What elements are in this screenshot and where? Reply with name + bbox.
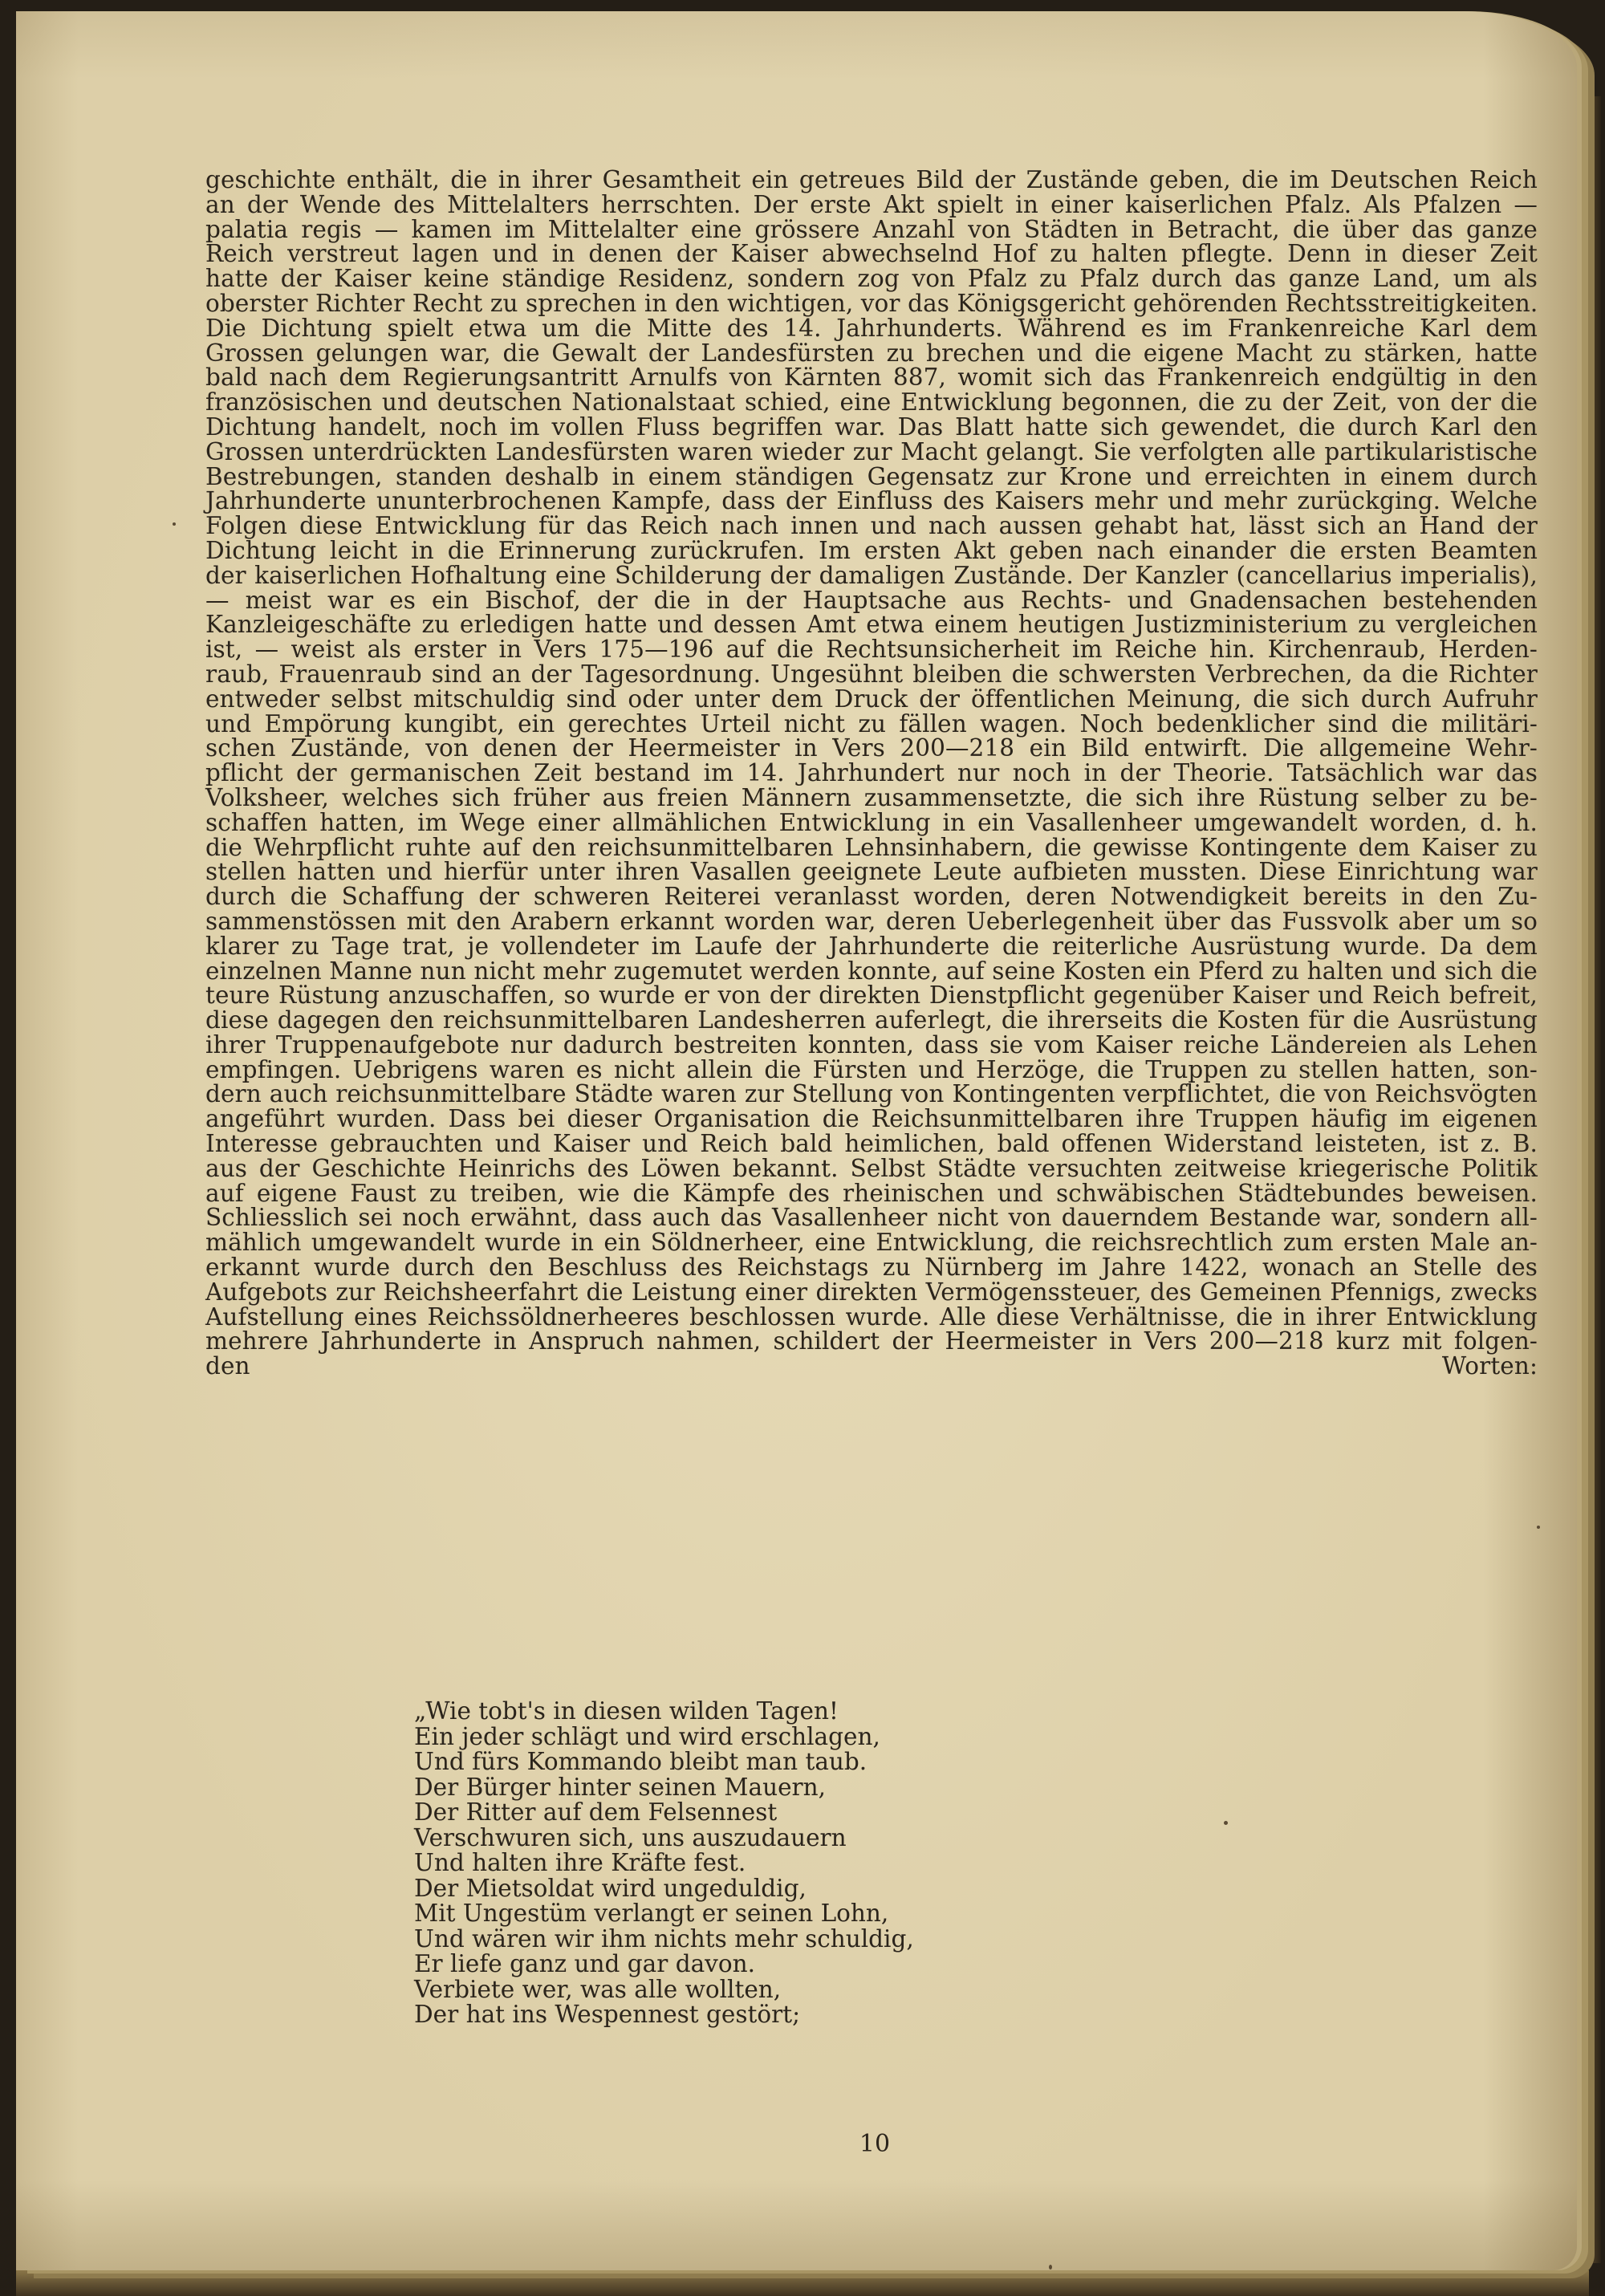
text-line: Dichtung handelt, noch im vollen Fluss begriffen war. Das Blatt hatte sich gewendet, die durch Karl den bbox=[205, 412, 1538, 441]
body-text bbox=[205, 168, 1538, 1379]
verse-line: Verschwuren sich, uns auszudauern bbox=[414, 1823, 847, 1851]
text-line: Jahrhunderte ununterbrochenen Kampfe, dass der Einfluss des Kaisers mehr und mehr zurückging. Welche bbox=[205, 487, 1538, 515]
text-line: oberster Richter Recht zu sprechen in den wichtigen, vor das Königsgericht gehörenden Rechtsstreitigkeiten. bbox=[205, 289, 1538, 317]
verse-line: Der Mietsoldat wird ungeduldig, bbox=[414, 1874, 807, 1902]
text-line: Schliesslich sei noch erwähnt, dass auch das Vasallenheer nicht von dauerndem Bestande war, sondern all- bbox=[205, 1204, 1538, 1232]
text-line: mehrere Jahrhunderte in Anspruch nahmen, schildert der Heermeister in Vers 200—218 kurz mit folgen- bbox=[205, 1327, 1538, 1355]
text-line: erkannt wurde durch den Beschluss des Reichstags zu Nürnberg im Jahre 1422, wonach an Stelle des bbox=[205, 1254, 1538, 1282]
text-line: mählich umgewandelt wurde in ein Söldnerheer, eine Entwicklung, die reichsrechtlich zum ersten Male an- bbox=[205, 1229, 1538, 1257]
text-line: an der Wende des Mittelalters herrschten. Der erste Akt spielt in einer kaiserlichen Pfalz. Als Pfalzen — bbox=[205, 190, 1538, 218]
text-line: ist, — weist als erster in Vers 175—196 auf die Rechtsunsicherheit im Reiche hin. Kirchenraub, Herden- bbox=[205, 636, 1538, 664]
text-line: pflicht der germanischen Zeit bestand im 14. Jahrhundert nur noch in der Theorie. Tatsächlich war das bbox=[205, 759, 1538, 787]
text-line: die Wehrpflicht ruhte auf den reichsunmittelbaren Lehnsinhabern, die gewisse Kontingente dem Kaiser zu bbox=[205, 833, 1538, 861]
text-line: Folgen diese Entwicklung für das Reich nach innen und nach aussen gehabt hat, lässt sich an Hand der bbox=[205, 512, 1538, 540]
paper-speck bbox=[1224, 1821, 1228, 1825]
text-line: Aufstellung eines Reichssöldnerheeres beschlossen wurde. Alle diese Verhältnisse, die in ihrer Entwicklung bbox=[205, 1302, 1538, 1331]
verse-line: Der hat ins Wespennest gestört; bbox=[414, 2001, 801, 2028]
verse-line: Und fürs Kommando bleibt man taub. bbox=[414, 1748, 868, 1775]
verse-line: Verbiete wer, was alle wollten, bbox=[414, 1975, 782, 2003]
text-line: Interesse gebrauchten und Kaiser und Reich bald heimlichen, bald offenen Widerstand leisteten, ist z. B. bbox=[205, 1130, 1538, 1158]
text-line: schen Zustände, von denen der Heermeister in Vers 200—218 ein Bild entwirft. Die allgemeine Wehr- bbox=[205, 734, 1538, 762]
verse-line: Ein jeder schlägt und wird erschlagen, bbox=[414, 1722, 880, 1750]
text-line: Kanzleigeschäfte zu erledigen hatte und dessen Amt etwa einem heutigen Justizministerium zu vergleichen bbox=[205, 611, 1538, 639]
text-line: sammenstössen mit den Arabern erkannt worden war, deren Ueberlegenheit über das Fussvolk aber um so bbox=[205, 907, 1538, 935]
text-line: durch die Schaffung der schweren Reiterei veranlasst worden, deren Notwendigkeit bereits in den Zu- bbox=[205, 883, 1538, 911]
text-line: geschichte enthält, die in ihrer Gesamtheit ein getreues Bild der Zustände geben, die im Deutschen Reich bbox=[205, 166, 1538, 193]
text-line: klarer zu Tage trat, je vollendeter im Laufe der Jahrhunderte die reiterliche Ausrüstung wurde. Da dem bbox=[205, 932, 1538, 960]
text-line: empfingen. Uebrigens waren es nicht allein die Fürsten und Herzöge, die Truppen zu stellen hatten, son- bbox=[205, 1055, 1538, 1083]
book-bottom-edge bbox=[16, 2270, 1589, 2296]
text-line: ihrer Truppenaufgebote nur dadurch bestreiten konnten, dass sie vom Kaiser reiche Ländereien als Lehen bbox=[205, 1030, 1538, 1059]
text-line: schaffen hatten, im Wege einer allmählichen Entwicklung in ein Vasallenheer umgewandelt worden, d. h. bbox=[205, 808, 1538, 836]
text-line: französischen und deutschen Nationalstaat schied, eine Entwicklung begonnen, die zu der Zeit, von der die bbox=[205, 388, 1538, 417]
text-line: hatte der Kaiser keine ständige Residenz, sondern zog von Pfalz zu Pfalz durch das ganze Land, um als bbox=[205, 265, 1538, 293]
text-line: teure Rüstung anzuschaffen, so wurde er von der direkten Dienstpflicht gegenüber Kaiser und Reich befreit, bbox=[205, 981, 1538, 1010]
paper-page bbox=[16, 11, 1577, 2270]
text-line: den Worten: bbox=[205, 1352, 1538, 1380]
text-line: Volksheer, welches sich früher aus freien Männern zusammensetzte, die sich ihre Rüstung selber zu be- bbox=[205, 783, 1538, 811]
paper-speck bbox=[173, 522, 176, 526]
text-line: einzelnen Manne nun nicht mehr zugemutet werden konnte, auf seine Kosten ein Pferd zu halten und sich die bbox=[205, 957, 1538, 985]
text-line: — meist war es ein Bischof, der die in der Hauptsache aus Rechts- und Gnadensachen bestehenden bbox=[205, 586, 1538, 614]
verse-line: Und wären wir ihm nichts mehr schuldig, bbox=[414, 1924, 914, 1953]
book-edge bbox=[1577, 96, 1601, 2263]
verse-quotation bbox=[414, 1699, 914, 2028]
text-line: auf eigene Faust zu treiben, wie die Kämpfe des rheinischen und schwäbischen Städtebundes beweisen. bbox=[205, 1179, 1538, 1207]
text-line: Aufgebots zur Reichsheerfahrt die Leistung einer direkten Vermögenssteuer, des Gemeinen Pfennigs, zwecks bbox=[205, 1278, 1538, 1306]
text-line: dern auch reichsunmittelbare Städte waren zur Stellung von Kontingenten verpflichtet, die von Reichsvögten bbox=[205, 1080, 1538, 1108]
text-line: raub, Frauenraub sind an der Tagesordnung. Ungesühnt bleiben die schwersten Verbrechen, da die Richter bbox=[205, 660, 1538, 688]
text-line: bald nach dem Regierungsantritt Arnulfs von Kärnten 887, womit sich das Frankenreich endgültig in den bbox=[205, 364, 1538, 392]
text-line: aus der Geschichte Heinrichs des Löwen bekannt. Selbst Städte versuchten zeitweise kriegerische Politik bbox=[205, 1154, 1538, 1182]
text-line: entweder selbst mitschuldig sind oder unter dem Druck der öffentlichen Meinung, die sich durch Aufruhr bbox=[205, 685, 1538, 713]
text-line: Grossen unterdrückten Landesfürsten waren wieder zur Macht gelangt. Sie verfolgten alle partikularistische bbox=[205, 437, 1538, 465]
text-line: diese dagegen den reichsunmittelbaren Landesherren auferlegt, die ihrerseits die Kosten für die Ausrüstung bbox=[205, 1006, 1538, 1034]
text-line: stellen hatten und hierfür unter ihren Vasallen geeignete Leute aufbieten mussten. Diese Einrichtung war bbox=[205, 858, 1538, 886]
page-number: 10 bbox=[859, 2130, 891, 2158]
text-line: Reich verstreut lagen und in denen der Kaiser abwechselnd Hof zu halten pflegte. Denn in dieser Zeit bbox=[205, 240, 1538, 268]
verse-line: Mit Ungestüm verlangt er seinen Lohn, bbox=[414, 1900, 889, 1927]
verse-line: Und halten ihre Kräfte fest. bbox=[414, 1849, 746, 1876]
paper-speck bbox=[1049, 2265, 1052, 2270]
text-line: und Empörung kungibt, ein gerechtes Urteil nicht zu fällen wagen. Noch bedenklicher sind die militäri- bbox=[205, 709, 1538, 738]
text-line: angeführt wurden. Dass bei dieser Organisation die Reichsunmittelbaren ihre Truppen häufig im eigenen bbox=[205, 1105, 1538, 1133]
text-line: palatia regis — kamen im Mittelalter eine grössere Anzahl von Städten in Betracht, die über das ganze bbox=[205, 215, 1538, 243]
text-line: Grossen gelungen war, die Gewalt der Landesfürsten zu brechen und die eigene Macht zu stärken, hatte bbox=[205, 339, 1538, 367]
text-line: der kaiserlichen Hofhaltung eine Schilderung der damaligen Zustände. Der Kanzler (cancellarius imperialis), bbox=[205, 561, 1538, 589]
verse-line: Der Ritter auf dem Felsennest bbox=[414, 1798, 778, 1826]
verse-line: „Wie tobt's in diesen wilden Tagen! bbox=[414, 1697, 839, 1725]
text-line: Bestrebungen, standen deshalb in einem ständigen Gegensatz zur Krone und erreichten in einem durch bbox=[205, 462, 1538, 490]
paper-speck bbox=[1537, 1526, 1540, 1529]
text-line: Die Dichtung spielt etwa um die Mitte des 14. Jahrhunderts. Während es im Frankenreiche Karl dem bbox=[205, 314, 1538, 342]
verse-line: Der Bürger hinter seinen Mauern, bbox=[414, 1773, 827, 1801]
text-line: Dichtung leicht in die Erinnerung zurückrufen. Im ersten Akt geben nach einander die ersten Beamten bbox=[205, 536, 1538, 564]
verse-line: Er liefe ganz und gar davon. bbox=[414, 1950, 755, 1977]
